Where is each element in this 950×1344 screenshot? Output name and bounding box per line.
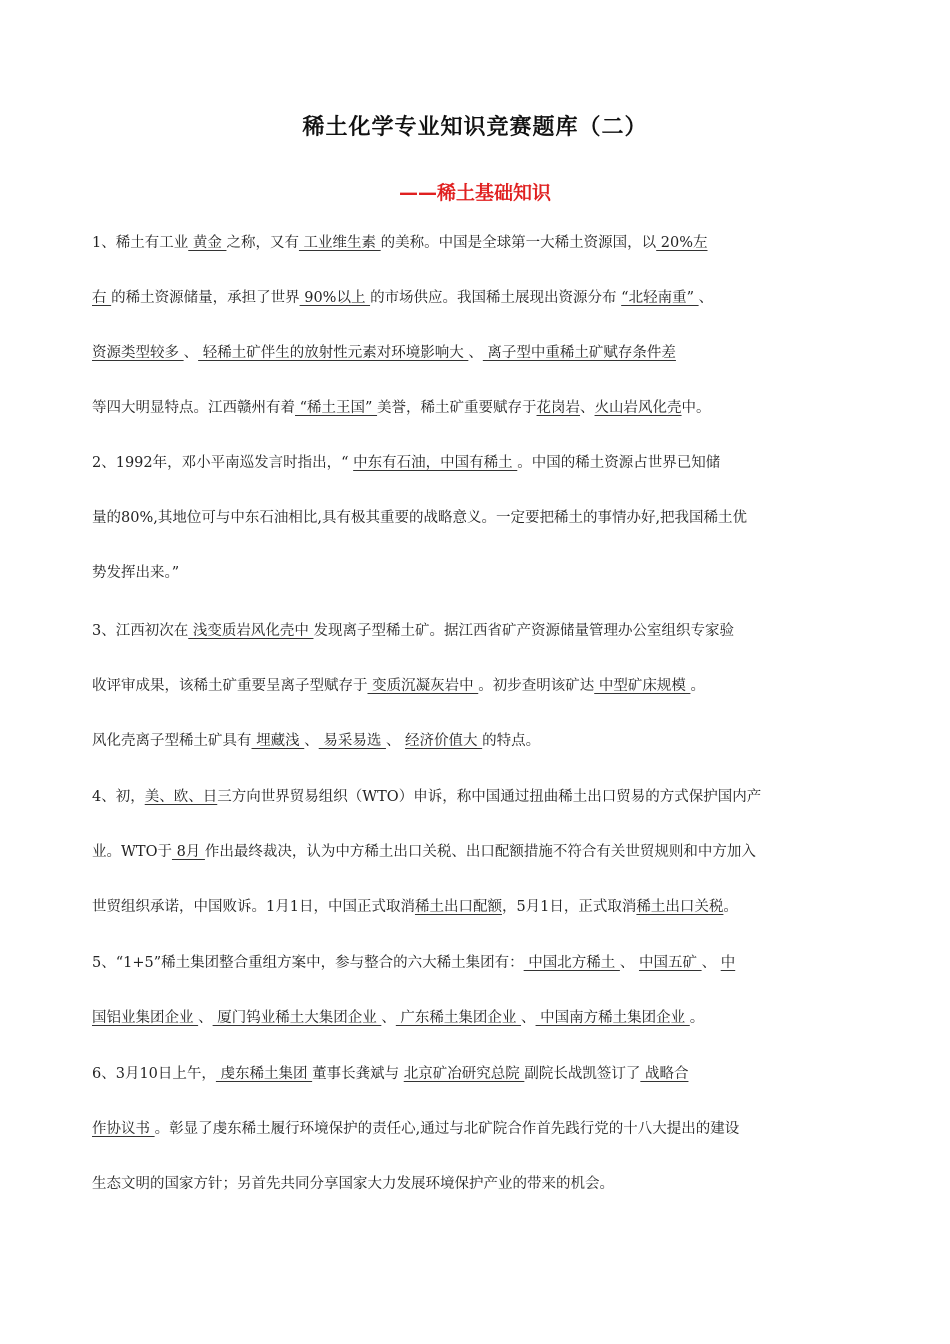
text-segment: 生态文明的国家方针；另首先共同分享国家大力发展环境保护产业的带来的机会。	[92, 1176, 614, 1192]
answer-blank: 轻稀土矿伴生的放射性元素对环境影响大	[198, 345, 469, 361]
answer-blank: 广东稀土集团企业	[395, 1010, 522, 1026]
text-line	[92, 232, 862, 254]
text-segment: 。中国的稀土资源占世界已知储	[517, 455, 721, 471]
text-segment: 6、3月10日上午，	[92, 1066, 216, 1082]
text-segment: 作出最终裁决，认为中方稀土出口关税、出口配额措施不符合有关世贸规则和中方加入	[204, 844, 756, 860]
answer-blank: 作协议书	[92, 1121, 155, 1137]
text-segment: 世贸组织承诺，中国败诉。1月1日，中国正式取消	[92, 899, 415, 915]
text-line	[92, 841, 862, 863]
answer-blank: 中国南方稀土集团企业	[535, 1010, 690, 1026]
text-segment: 之称，又有	[226, 235, 299, 251]
answer-blank: 虔东稀土集团	[215, 1066, 313, 1082]
answer-blank: 工业维生素	[298, 235, 381, 251]
text-segment: 。	[723, 899, 738, 915]
text-segment: 的特点。	[482, 733, 541, 749]
text-line	[92, 952, 862, 974]
text-line	[92, 620, 862, 642]
text-segment: 的市场供应。我国稀土展现出资源分布	[370, 290, 622, 306]
text-line	[92, 1063, 862, 1085]
text-segment: 2、1992年，邓小平南巡发言时指出，“	[92, 455, 354, 471]
text-segment: 、	[385, 733, 406, 749]
text-segment: 美誉，稀土矿重要赋存于	[377, 400, 537, 416]
text-segment: 、	[701, 955, 721, 971]
text-segment: 量的80%,其地位可与中东石油相比,具有极其重要的战略意义。一定要把稀土的事情办好,把我国稀土优	[92, 510, 748, 526]
answer-blank: 美、欧、日	[144, 789, 218, 805]
answer-blank: “稀土王国”	[295, 400, 378, 416]
text-segment: 三方向世界贸易组织（WTO）申诉，称中国通过扭曲稀土出口贸易的方式保护国内产	[217, 789, 762, 805]
text-segment: 、	[304, 733, 319, 749]
text-segment: 发现离子型稀土矿。据江西省矿产资源储量管理办公室组织专家验	[313, 623, 734, 639]
text-segment: 5、“1+5”稀土集团整合重组方案中，参与整合的六大稀土集团有：	[92, 955, 524, 971]
answer-blank: 国铝业集团企业	[92, 1010, 199, 1026]
text-line	[92, 730, 862, 752]
answer-blank: 浅变质岩风化壳中	[188, 623, 314, 639]
text-segment: 等四大明显特点。江西赣州有着	[92, 400, 295, 416]
answer-blank: 中国北方稀土	[523, 955, 620, 971]
answer-blank: 稀土出口配额	[414, 899, 502, 915]
text-segment: 、	[198, 1010, 213, 1026]
text-segment: 收评审成果，该稀土矿重要呈离子型赋存于	[92, 678, 368, 694]
answer-blank: 离子型中重稀土矿赋存条件差	[482, 345, 676, 361]
text-segment: 中。	[681, 400, 711, 416]
text-segment: 副院长战凯签订了	[524, 1066, 641, 1082]
text-line	[92, 562, 862, 584]
text-segment: 、	[521, 1010, 536, 1026]
text-line	[92, 507, 862, 529]
text-segment: 、	[580, 400, 595, 416]
answer-blank: 经济价值大	[405, 733, 483, 749]
answer-blank: 中型矿床规模	[594, 678, 691, 694]
text-segment: 的稀土资源储量，承担了世界	[111, 290, 300, 306]
text-segment: 4、初，	[92, 789, 145, 805]
text-line	[92, 1007, 862, 1029]
text-segment: 3、江西初次在	[92, 623, 189, 639]
answer-blank: 火山岩风化壳	[594, 400, 682, 416]
answer-blank: 8月	[171, 844, 205, 860]
answer-blank: 北京矿冶研究总院	[403, 1066, 525, 1082]
page-subtitle: ——稀土基础知识	[398, 182, 551, 204]
page-title: 稀土化学专业知识竞赛题库（二）	[302, 115, 648, 140]
answer-blank: 黄金	[188, 235, 227, 251]
answer-blank: 变质沉凝灰岩中	[367, 678, 479, 694]
answer-blank: 厦门钨业稀土大集团企业	[212, 1010, 382, 1026]
answer-blank: 易采易选	[318, 733, 386, 749]
answer-blank: 战略合	[640, 1066, 689, 1082]
answer-blank: 右	[92, 290, 112, 306]
text-segment: 、	[698, 290, 714, 306]
text-line	[92, 397, 862, 419]
text-segment: 、	[381, 1010, 396, 1026]
text-line	[92, 452, 862, 474]
text-segment: 的美称。中国是全球第一大稀土资源国，以	[380, 235, 657, 251]
answer-blank: 花岗岩	[536, 400, 581, 416]
text-segment: 、	[619, 955, 639, 971]
text-segment: 。初步查明该矿达	[478, 678, 595, 694]
text-line	[92, 675, 862, 697]
text-segment: 。	[689, 1010, 705, 1026]
text-segment: 业。WTO于	[92, 844, 172, 860]
text-segment: 、	[468, 345, 483, 361]
answer-blank: 中东有石油，中国有稀土	[353, 455, 518, 471]
text-line	[92, 342, 862, 364]
text-line	[92, 786, 862, 808]
answer-blank: 20%左	[656, 235, 708, 251]
text-segment: 风化壳离子型稀土矿具有	[92, 733, 252, 749]
text-segment: 1、稀土有工业	[92, 235, 189, 251]
answer-blank: 埋藏浅	[251, 733, 305, 749]
answer-blank: “北轻南重”	[621, 290, 699, 306]
text-segment: 。	[690, 678, 705, 694]
answer-blank: 资源类型较多	[92, 345, 184, 361]
answer-blank: 中国五矿	[638, 955, 702, 971]
answer-blank: 稀土出口关税	[636, 899, 724, 915]
text-segment: 、	[183, 345, 199, 361]
text-segment: 董事长龚斌与	[312, 1066, 404, 1082]
answer-blank: 中	[720, 955, 736, 971]
text-line	[92, 287, 862, 309]
answer-blank: 90%以上	[299, 290, 371, 306]
text-line	[92, 1173, 862, 1195]
text-segment: 。彰显了虔东稀土履行环境保护的责任心,通过与北矿院合作首先践行党的十八大提出的建设	[154, 1121, 740, 1137]
text-line	[92, 1118, 862, 1140]
text-segment: ，5月1日，正式取消	[501, 899, 637, 915]
text-line	[92, 896, 862, 918]
text-segment: 势发挥出来。”	[92, 565, 180, 581]
